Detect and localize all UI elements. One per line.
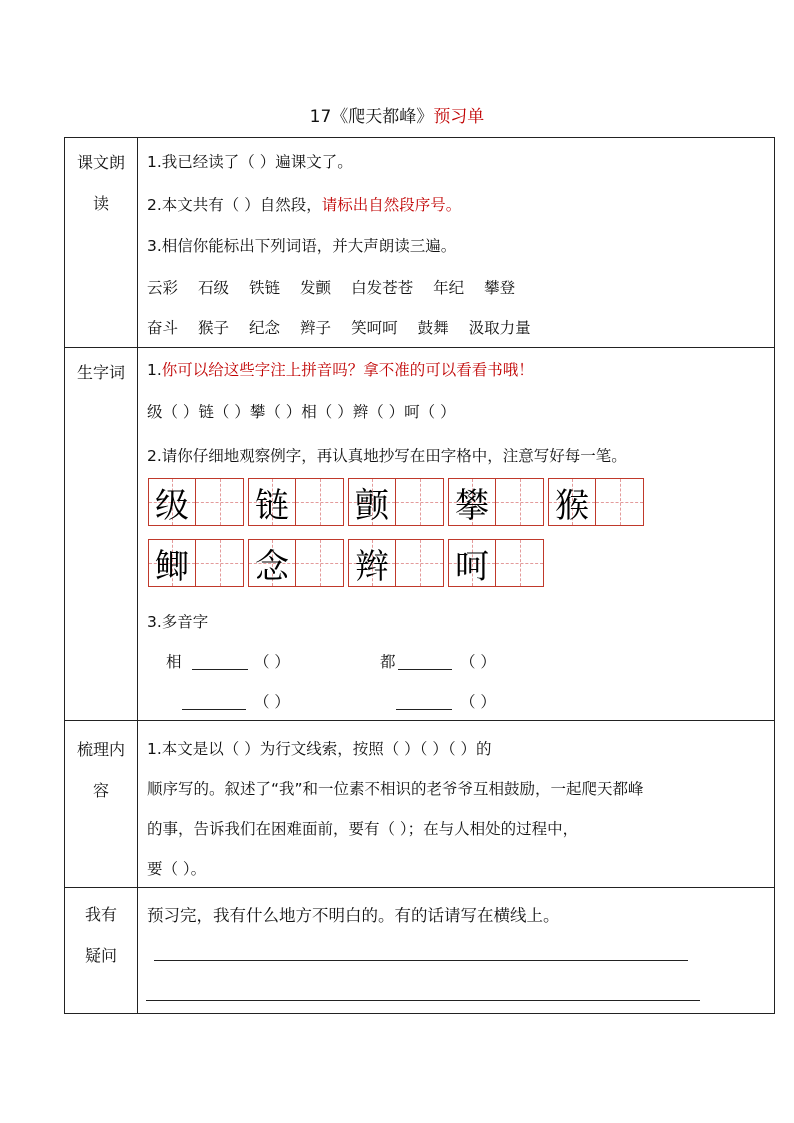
reading-q1: 1.我已经读了（ ）遍课文了。 (147, 153, 353, 171)
title-main: 17《爬天都峰》 (309, 107, 434, 127)
tianzige-pair (448, 478, 544, 526)
section-questions (65, 888, 775, 1014)
title-accent: 预习单 (433, 107, 485, 127)
tianzige-example-cell: 级 (148, 478, 196, 526)
worksheet-table (64, 137, 775, 1014)
section-content-questions (138, 888, 775, 1014)
tianzige-pair (248, 478, 344, 526)
tianzige-blank-cell[interactable] (296, 478, 344, 526)
tianzige-blank-cell[interactable] (296, 539, 344, 587)
tianzige-blank-cell[interactable] (196, 539, 244, 587)
tianzige-blank-cell[interactable] (496, 539, 544, 587)
tianzige-pair (548, 478, 644, 526)
polyphone-blank[interactable] (182, 709, 246, 710)
tianzige-pair (448, 539, 544, 587)
section-label-questions: 我有 疑问 (65, 888, 138, 1014)
reading-q3: 3.相信你能标出下列词语，并大声朗读三遍。 (147, 237, 457, 255)
polyphone-char-1: 相 (166, 653, 182, 671)
tianzige-pair (348, 478, 444, 526)
polyphone-paren[interactable]: （ ） (460, 693, 496, 711)
answer-line-1[interactable] (154, 960, 688, 961)
tianzige-example-cell: 链 (248, 478, 296, 526)
section-label-vocab: 生字词 (65, 348, 138, 721)
summary-line-3[interactable]: 的事，告诉我们在困难面前，要有（ ）；在与人相处的过程中， (147, 820, 579, 838)
section-label-reading: 课文朗 读 (65, 138, 138, 348)
section-label-summary: 梳理内 容 (65, 721, 138, 888)
page-title (0, 106, 794, 128)
pinyin-line[interactable]: 级（ ）链（ ）攀（ ）相（ ）辫（ ）呵（ ） (147, 403, 456, 421)
section-summary (65, 721, 775, 888)
tianzige-blank-cell[interactable] (196, 478, 244, 526)
tianzige-blank-cell[interactable] (396, 539, 444, 587)
vocab-q1: 1.你可以给这些字注上拼音吗？拿不准的可以看看书哦！ (147, 361, 534, 379)
word-list-row2: 奋斗 猴子 纪念 辫子 笑呵呵 鼓舞 汲取力量 (147, 319, 531, 337)
tianzige-row1 (148, 478, 648, 526)
tianzige-example-cell: 呵 (448, 539, 496, 587)
tianzige-example-cell: 辫 (348, 539, 396, 587)
polyphone-blank[interactable] (192, 669, 248, 670)
tianzige-row2 (148, 539, 548, 587)
tianzige-blank-cell[interactable] (396, 478, 444, 526)
section-vocab (65, 348, 775, 721)
section-content-reading (138, 138, 775, 348)
section-content-summary (138, 721, 775, 888)
word-list-row1: 云彩 石级 铁链 发颤 白发苍苍 年纪 攀登 (147, 279, 516, 297)
summary-line-1[interactable]: 1.本文是以（ ）为行文线索，按照（ ）（ ）（ ）的 (147, 740, 492, 758)
section-reading (65, 138, 775, 348)
polyphone-paren[interactable]: （ ） (254, 653, 290, 671)
polyphone-blank[interactable] (396, 709, 452, 710)
polyphone-paren[interactable]: （ ） (460, 653, 496, 671)
polyphone-blank[interactable] (398, 669, 452, 670)
tianzige-pair (348, 539, 444, 587)
tianzige-example-cell: 鲫 (148, 539, 196, 587)
tianzige-pair (148, 539, 244, 587)
tianzige-pair (248, 539, 344, 587)
tianzige-example-cell: 猴 (548, 478, 596, 526)
tianzige-blank-cell[interactable] (596, 478, 644, 526)
summary-line-2: 顺序写的。叙述了“我”和一位素不相识的老爷爷互相鼓励，一起爬天都峰 (147, 780, 644, 798)
answer-line-2[interactable] (146, 1000, 700, 1001)
vocab-q2: 2.请你仔细地观察例字，再认真地抄写在田字格中，注意写好每一笔。 (147, 447, 627, 465)
tianzige-example-cell: 攀 (448, 478, 496, 526)
vocab-q3: 3.多音字 (147, 613, 209, 631)
questions-prompt: 预习完，我有什么地方不明白的。有的话请写在横线上。 (147, 906, 560, 925)
tianzige-blank-cell[interactable] (496, 478, 544, 526)
section-content-vocab (138, 348, 775, 721)
tianzige-example-cell: 念 (248, 539, 296, 587)
tianzige-example-cell: 颤 (348, 478, 396, 526)
polyphone-paren[interactable]: （ ） (254, 693, 290, 711)
reading-q2: 2.本文共有（ ）自然段，请标出自然段序号。 (147, 196, 462, 214)
summary-line-4[interactable]: 要（ ）。 (147, 860, 207, 878)
tianzige-pair (148, 478, 244, 526)
polyphone-char-2: 都 (380, 653, 396, 671)
